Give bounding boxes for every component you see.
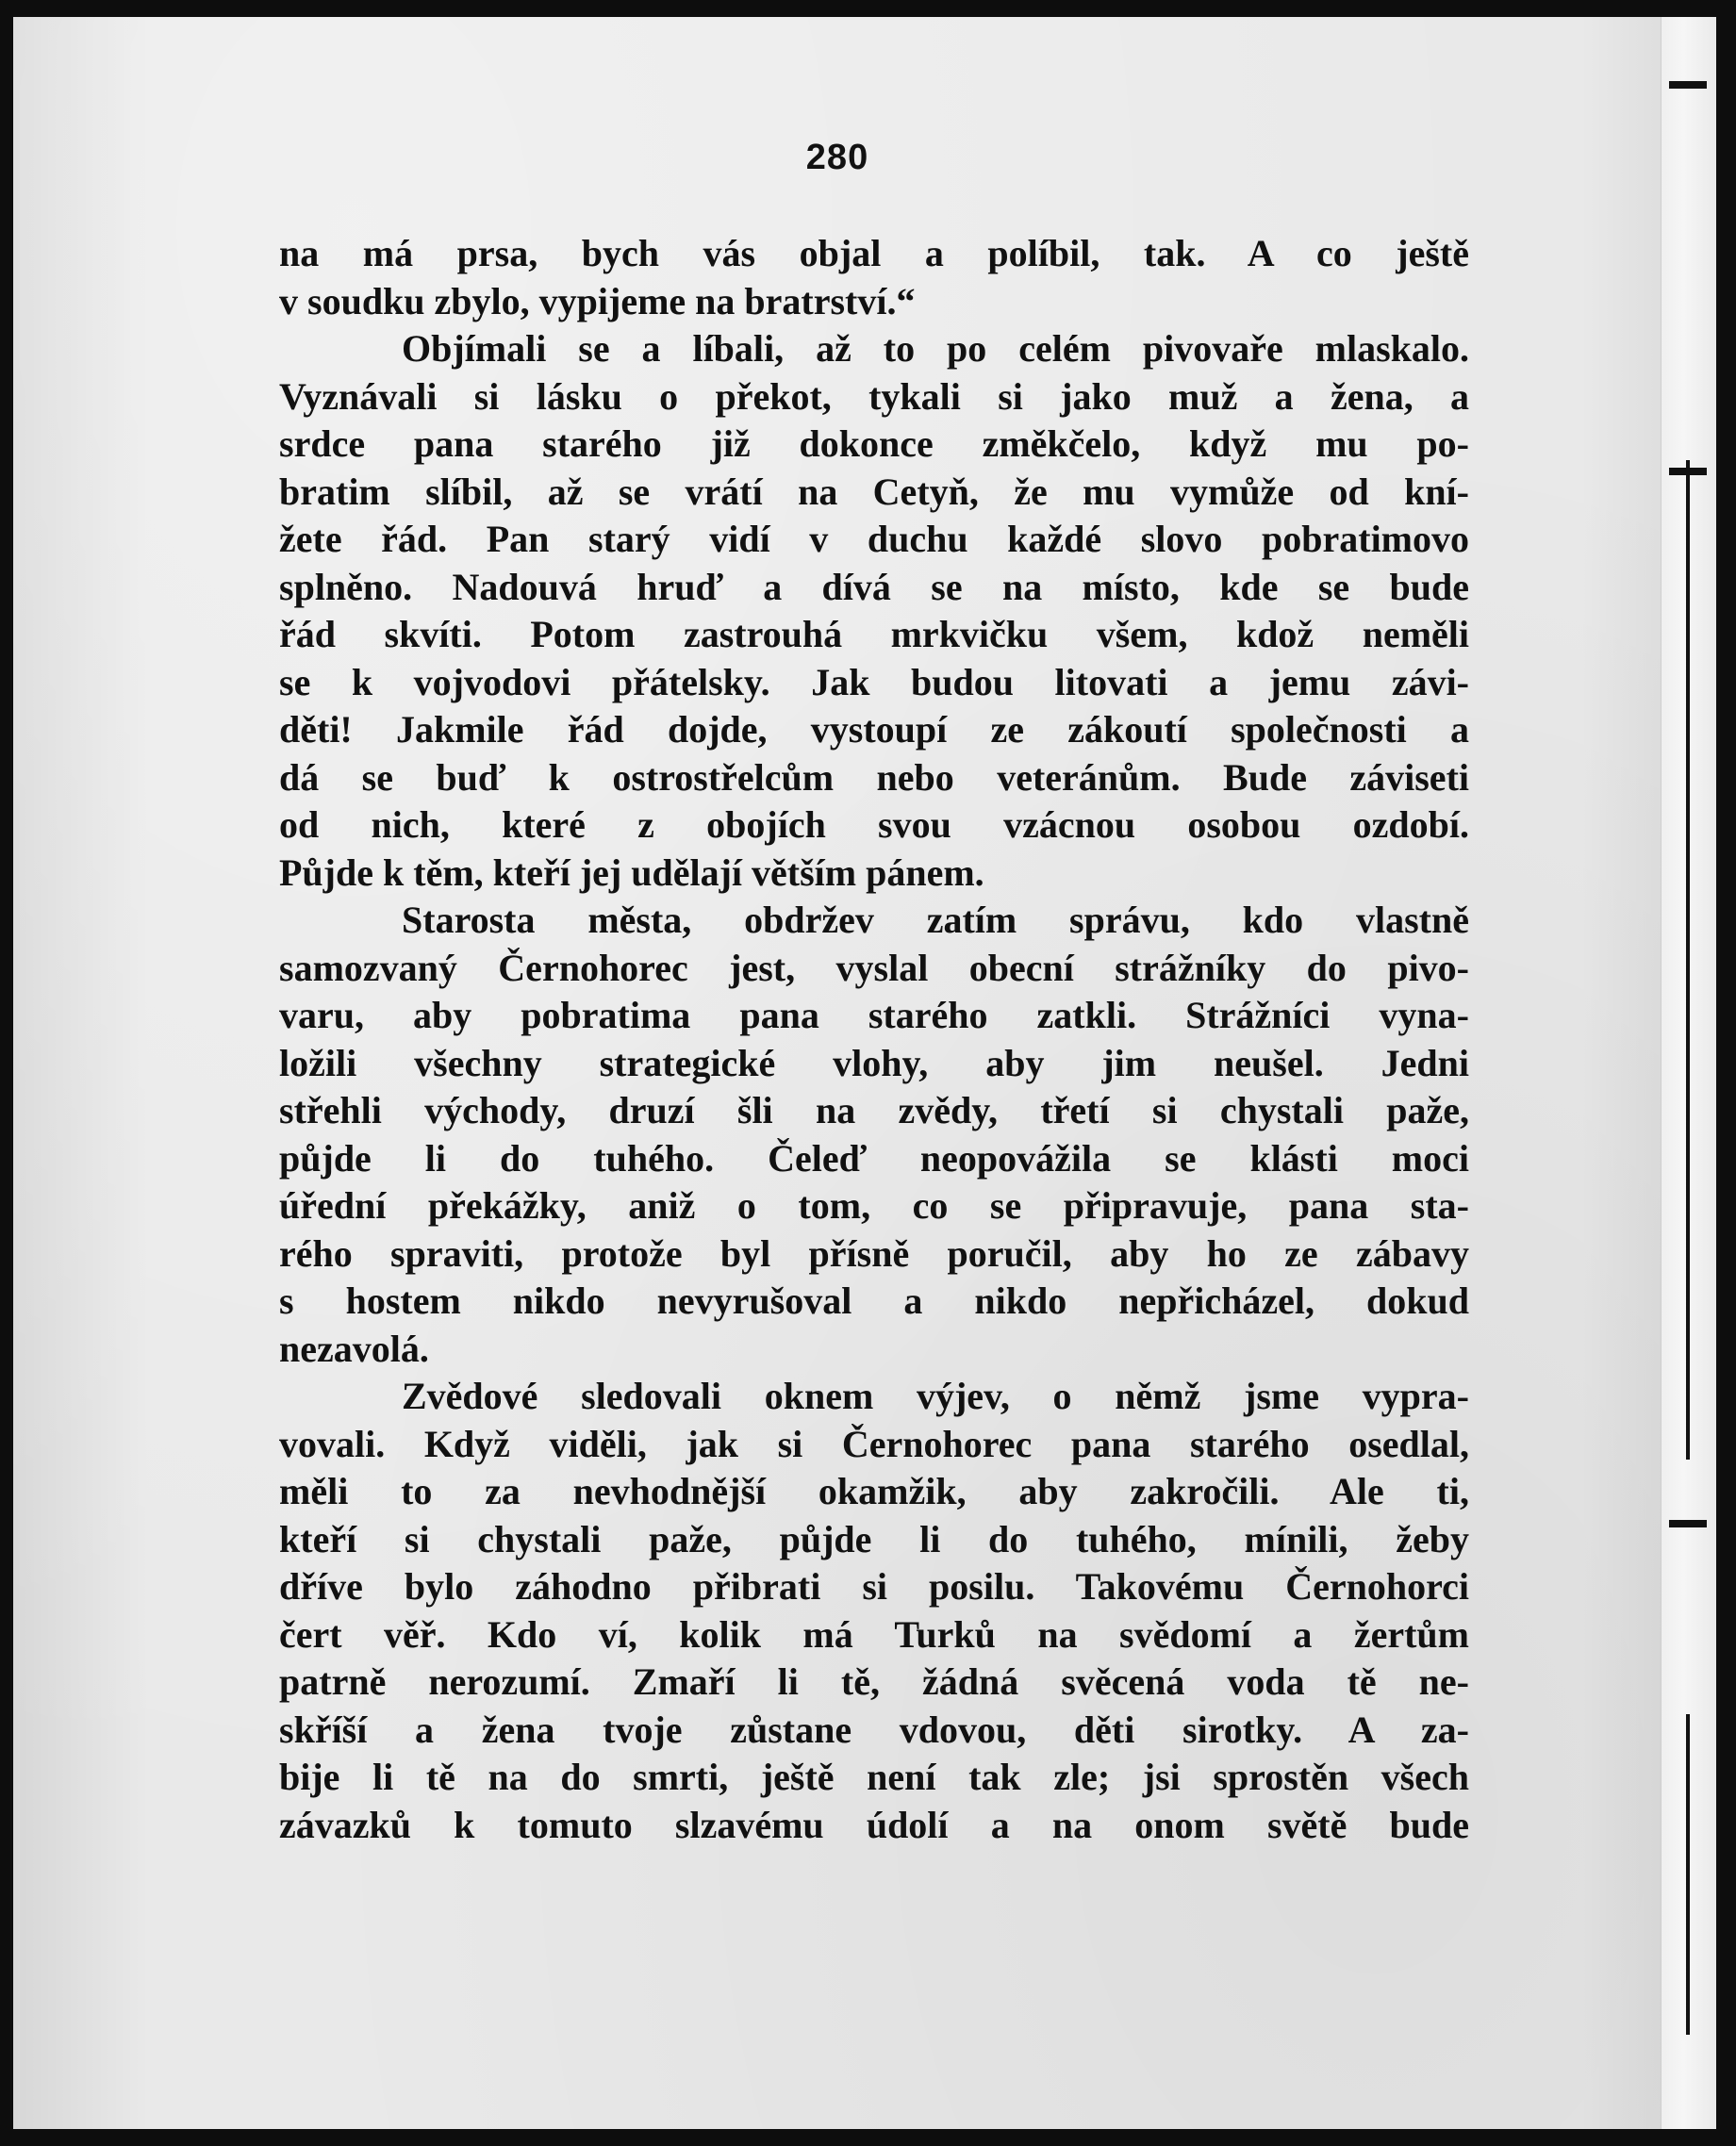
book-page (13, 17, 1716, 2129)
text-line: od nich, které z obojích svou vzácnou osobou ozdobí. (279, 803, 1469, 846)
text-line: děti! Jakmile řád dojde, vystoupí ze zákoutí společnosti a (279, 708, 1469, 751)
text-body (279, 230, 1469, 1849)
text-line: v soudku zbylo, vypijeme na bratrství.“ (279, 279, 916, 322)
text-line: Objímali se a líbali, až to po celém pivovaře mlaskalo. (402, 327, 1469, 370)
gutter-mark (1669, 81, 1707, 89)
text-line: na má prsa, bych vás objal a políbil, tak. A co ještě (279, 232, 1469, 274)
text-line: úřední překážky, aniž o tom, co se připravuje, pana sta- (279, 1184, 1469, 1227)
text-line: bije li tě na do smrti, ještě není tak zle; jsi sprostěn všech (279, 1756, 1469, 1798)
text-line: Vyznávali si lásku o překot, tykali si jako muž a žena, a (279, 374, 1469, 418)
text-line: Starosta města, obdržev zatím správu, kdo vlastně (402, 899, 1469, 941)
page-gutter (1661, 17, 1716, 2129)
text-line: samozvaný Černohorec jest, vyslal obecní strážníky do pivo- (279, 946, 1469, 989)
text-line: s hostem nikdo nevyrušoval a nikdo nepřicházel, dokud (279, 1279, 1469, 1322)
text-line: splněno. Nadouvá hruď a dívá se na místo, kde se bude (279, 565, 1469, 608)
text-line: závazků k tomuto slzavému údolí a na onom světě bude (279, 1803, 1469, 1846)
text-line: dá se buď k ostrostřelcům nebo veteránům. Bude záviseti (279, 755, 1469, 799)
gutter-line (1686, 1714, 1690, 2035)
text-line: se k vojvodovi přátelsky. Jak budou litovati a jemu závi- (279, 660, 1469, 703)
text-line: Půjde k těm, kteří jej udělají větším pánem. (279, 850, 984, 894)
gutter-mark (1669, 1520, 1707, 1527)
text-line: nezavolá. (279, 1327, 429, 1370)
text-line: varu, aby pobratima pana starého zatkli. Strážníci vyna- (279, 994, 1469, 1036)
text-line: rého spraviti, protože byl přísně poručil, aby ho ze zábavy (279, 1231, 1469, 1275)
text-line: vovali. Když viděli, jak si Černohorec pana starého osedlal, (279, 1422, 1469, 1465)
text-line: skříší a žena tvoje zůstane vdovou, děti sirotky. A za- (279, 1708, 1469, 1751)
text-line: dříve bylo záhodno přibrati si posilu. Takovému Černohorci (279, 1565, 1469, 1608)
text-line: kteří si chystali paže, půjde li do tuhého, mínili, žeby (279, 1517, 1469, 1560)
text-line: střehli východy, druzí šli na zvědy, třetí si chystali paže, (279, 1089, 1469, 1131)
gutter-line (1686, 460, 1690, 1460)
text-line: žete řád. Pan starý vidí v duchu každé slovo pobratimovo (279, 518, 1469, 560)
text-line: ložili všechny strategické vlohy, aby jim neušel. Jedni (279, 1041, 1469, 1084)
text-line: srdce pana starého již dokonce změkčelo, když mu po- (279, 422, 1469, 465)
text-line: čert věř. Kdo ví, kolik má Turků na svědomí a žertům (279, 1612, 1469, 1656)
page-number: 280 (805, 138, 869, 177)
text-line: měli to za nevhodnější okamžik, aby zakročili. Ale ti, (279, 1470, 1469, 1512)
text-line: bratim slíbil, až se vrátí na Cetyň, že mu vymůže od kní- (279, 470, 1469, 513)
text-line: patrně nerozumí. Zmaří li tě, žádná svěcená voda tě ne- (279, 1660, 1469, 1703)
text-line: půjde li do tuhého. Čeleď neopovážila se klásti moci (279, 1136, 1469, 1180)
text-line: Zvědové sledovali oknem výjev, o němž jsme vypra- (402, 1375, 1469, 1417)
text-line: řád skvíti. Potom zastrouhá mrkvičku všem, kdož neměli (279, 613, 1469, 655)
